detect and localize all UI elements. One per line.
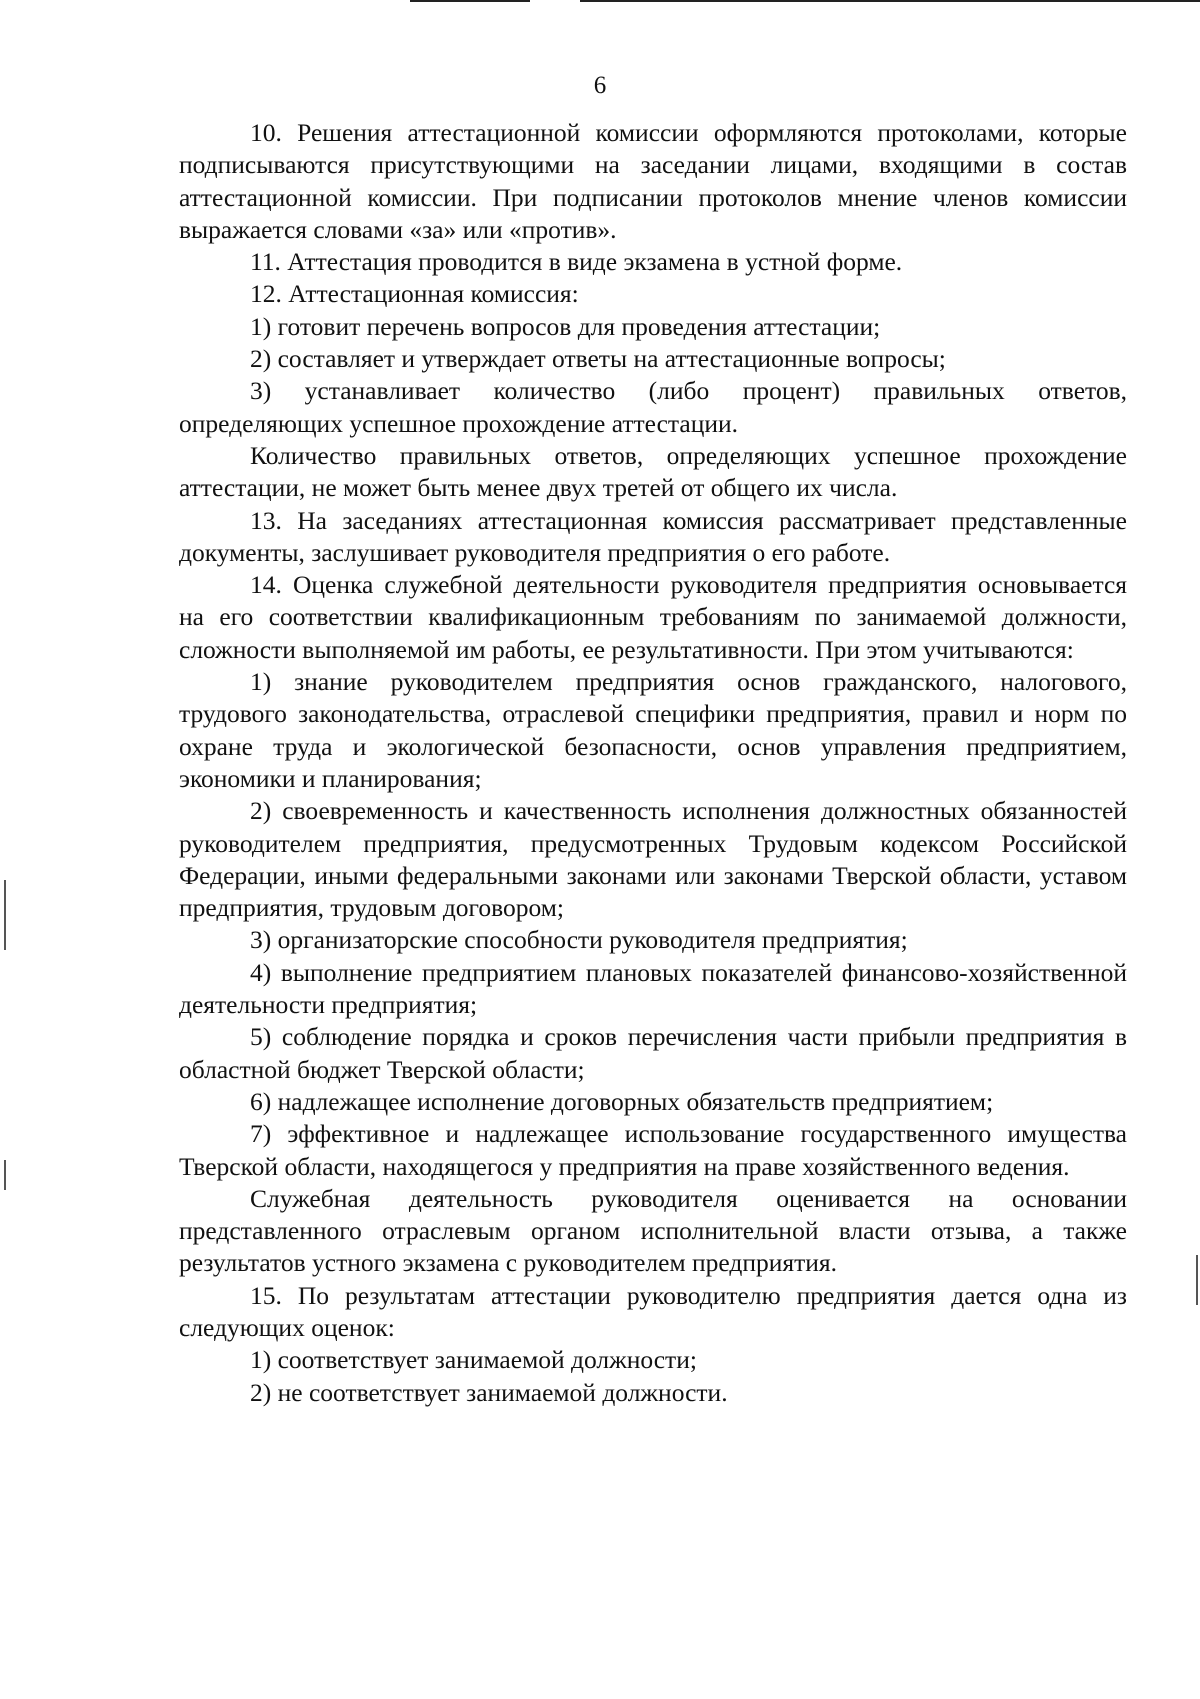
paragraph-11: 11. Аттестация проводится в виде экзамена в устной форме. (250, 247, 903, 277)
paragraph-15-item-1: 1) соответствует занимаемой должности; (250, 1345, 697, 1375)
paragraph-10: 10. Решения аттестационной комиссии оформляются протоколами, которые подписываются присутствующими на заседании лицами, входящими в состав аттестационной комиссии. При подписании протоколов мнение членов комиссии выражается словами «за» или «против». (179, 118, 1127, 244)
scan-artifact-top-rule (580, 0, 1200, 2)
paragraph-13: 13. На заседаниях аттестационная комиссия рассматривает представленные документы, заслушивает руководителя предприятия о его работе. (179, 505, 1127, 567)
paragraph-14-item-4: 4) выполнение предприятием плановых показателей финансово-хозяйственной деятельности предприятия; (179, 957, 1127, 1020)
paragraph-12: 12. Аттестационная комиссия: (250, 279, 579, 309)
paragraph-14-item-7: 7) эффективное и надлежащее использование государственного имущества Тверской области, находящегося у предприятия на праве хозяйственного ведения. (179, 1119, 1127, 1181)
paragraph-14-note: Служебная деятельность руководителя оценивается на основании представленного отраслевым органом исполнительной власти отзыва, а также результатов устного экзамена с руководителем предприятия. (179, 1183, 1127, 1278)
scan-artifact-left-edge (4, 880, 6, 950)
paragraph-14: 14. Оценка служебной деятельности руководителя предприятия основывается на его соответствии квалификационным требованиям по занимаемой должности, сложности выполняемой им работы, ее результативности. При этом учитываются: (179, 570, 1127, 664)
paragraph-12-item-1: 1) готовит перечень вопросов для проведения аттестации; (250, 311, 881, 341)
paragraph-15-item-2: 2) не соответствует занимаемой должности. (250, 1377, 728, 1407)
paragraph-14-item-1: 1) знание руководителем предприятия основ гражданского, налогового, трудового законодательства, отраслевой специфики предприятия, правил и норм по охране труда и экологической безопасности, основ управления предприятием, экономики и планирования; (179, 667, 1127, 793)
scan-artifact-right-edge (1196, 1255, 1198, 1305)
paragraph-14-item-5: 5) соблюдение порядка и сроков перечисления части прибыли предприятия в областной бюджет Тверской области; (179, 1022, 1127, 1084)
paragraph-12-item-2: 2) составляет и утверждает ответы на аттестационные вопросы; (250, 344, 946, 374)
paragraph-12-note: Количество правильных ответов, определяющих успешное прохождение аттестации, не может быть менее двух третей от общего их числа. (179, 440, 1127, 503)
paragraph-14-item-2: 2) своевременность и качественность исполнения должностных обязанностей руководителем предприятия, предусмотренных Трудовым кодексом Российской Федерации, иными федеральными законами или законами Тверской области, уставом предприятия, трудовым договором; (179, 796, 1127, 923)
scan-artifact-top-rule (410, 0, 530, 2)
paragraph-14-item-3: 3) организаторские способности руководителя предприятия; (250, 925, 908, 955)
paragraph-12-item-3: 3) устанавливает количество (либо процент) правильных ответов, определяющих успешное прохождение аттестации. (179, 376, 1127, 438)
page-number: 6 (593, 72, 607, 99)
paragraph-14-item-6: 6) надлежащее исполнение договорных обязательств предприятием; (250, 1086, 994, 1116)
scan-artifact-left-edge (4, 1160, 6, 1190)
paragraph-15: 15. По результатам аттестации руководителю предприятия дается одна из следующих оценок: (179, 1280, 1127, 1342)
document-body (179, 117, 1127, 1409)
